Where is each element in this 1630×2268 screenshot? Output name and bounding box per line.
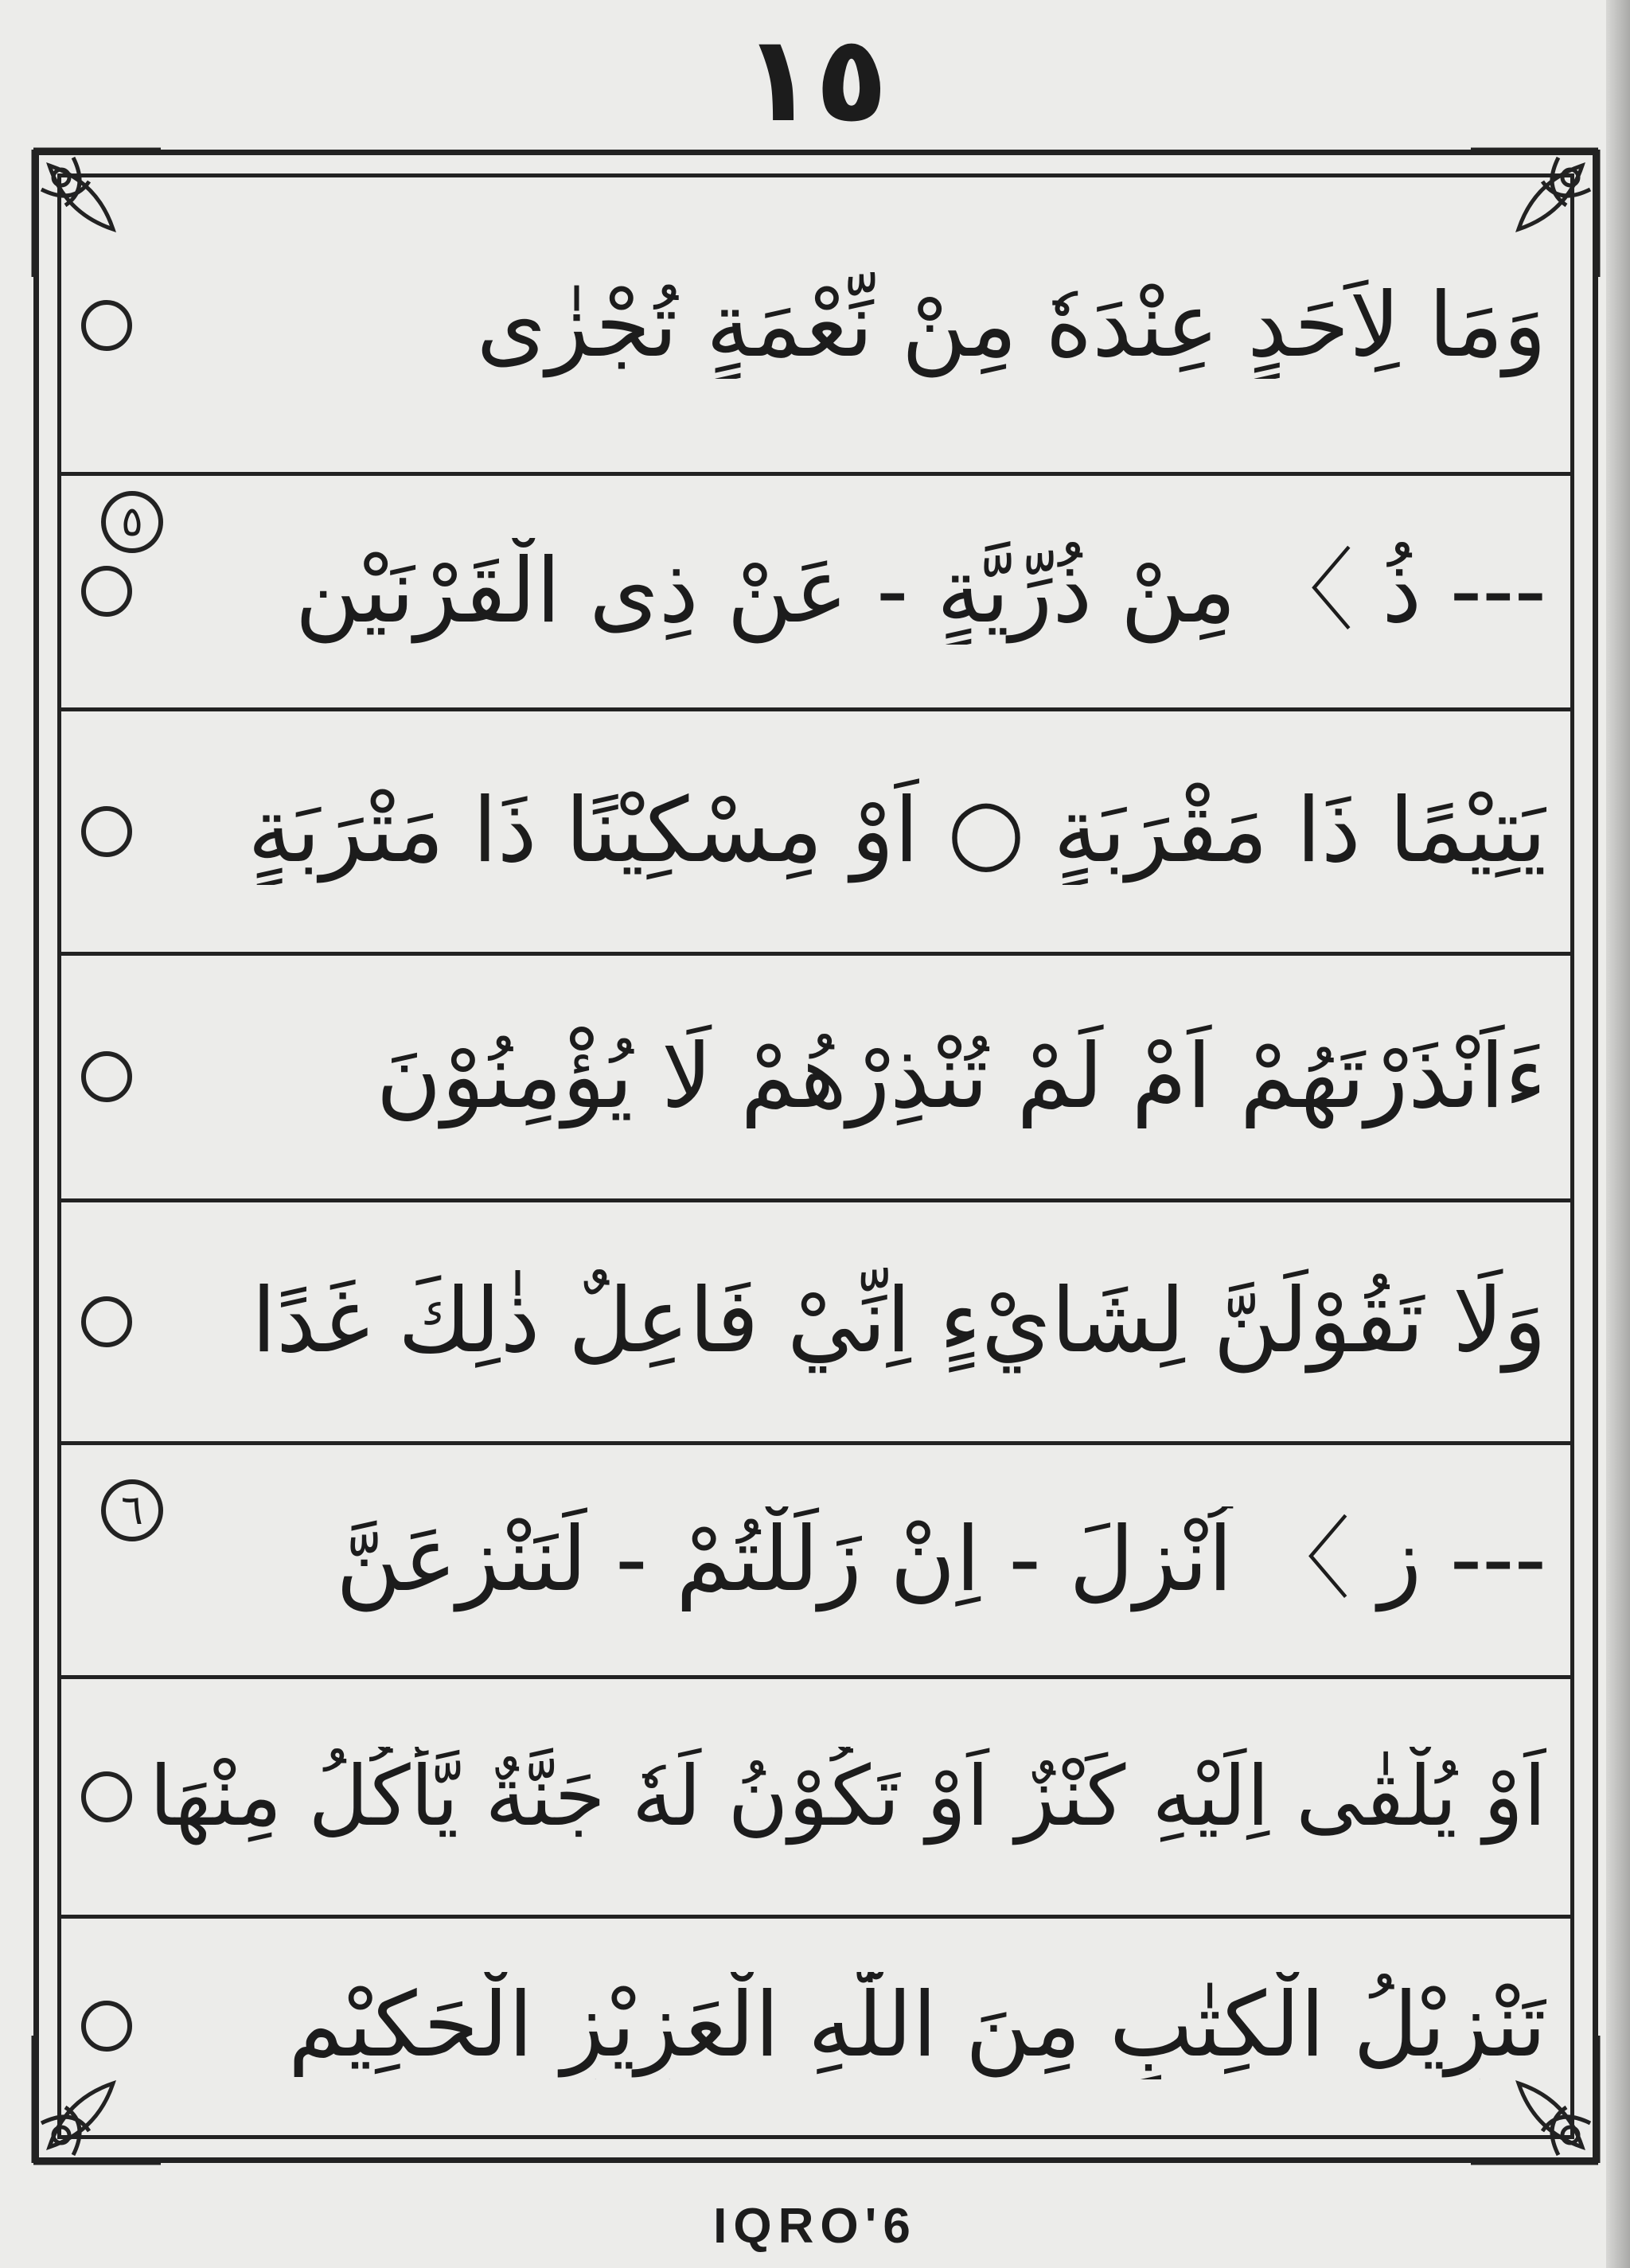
section-number-badge: ٦ [101,1479,163,1541]
arabic-line-text: --- زِ 〉 اُنْزِلَ - اِنْ زَلَلْتُمْ - لَنَنْزِعَنَّ [335,1507,1546,1611]
arabic-line-text: تَنْزِيْلُ الْكِتٰبِ مِنَ اللّٰهِ الْعَزِيْزِ الْحَكِيْمِ [287,1974,1546,2078]
arabic-line-text: يَتِيْمًا ذَا مَقْرَبَةٍ ○ اَوْ مِسْكِيْنًا ذَا مَتْرَبَةٍ [248,779,1546,883]
book-footer-label: IQRO'6 [713,2199,917,2254]
lesson-line [61,953,1570,1200]
arabic-line-text: وَلَا تَقُوْلَنَّ لِشَايْءٍ اِنِّيْ فَاعِلٌ ذٰلِكَ غَدًا [252,1269,1546,1374]
arabic-line-text: ءَاَنْذَرْتَهُمْ اَمْ لَمْ تُنْذِرْهُمْ لَا يُؤْمِنُوْنَ [376,1024,1546,1128]
lesson-line [61,473,1570,709]
verse-end-circle-icon [81,806,132,857]
arabic-line-text: اَوْ يُلْقٰى اِلَيْهِ كَنْزٌ اَوْ تَكُوْنُ لَهٗ جَنَّةٌ يَّأْكُلُ مِنْهَا [149,1748,1546,1845]
lesson-line [61,1916,1570,2135]
section-number-badge: ٥ [101,491,163,553]
verse-end-circle-icon [81,1051,132,1102]
verse-end-circle-icon [81,566,132,617]
lesson-line [61,177,1570,473]
lesson-line [61,1443,1570,1677]
lesson-line [61,709,1570,953]
page-edge-shadow [1606,0,1630,2268]
verse-end-circle-icon [81,1296,132,1347]
lesson-line [61,1677,1570,1916]
page-number: ١٥ [742,10,888,149]
verse-end-circle-icon [81,2001,132,2052]
arabic-line-text: --- ذُ 〉 مِنْ ذُرِّيَّةٍ - عَنْ ذِى الْقَرْنَيْنِ [294,539,1546,643]
lesson-line [61,1200,1570,1443]
lesson-lines [61,177,1570,2135]
arabic-line-text: وَمَا لِاَحَدٍ عِنْدَهٗ مِنْ نِّعْمَةٍ تُجْزٰى [476,273,1546,377]
verse-end-circle-icon [81,300,132,351]
verse-end-circle-icon [81,1771,132,1822]
